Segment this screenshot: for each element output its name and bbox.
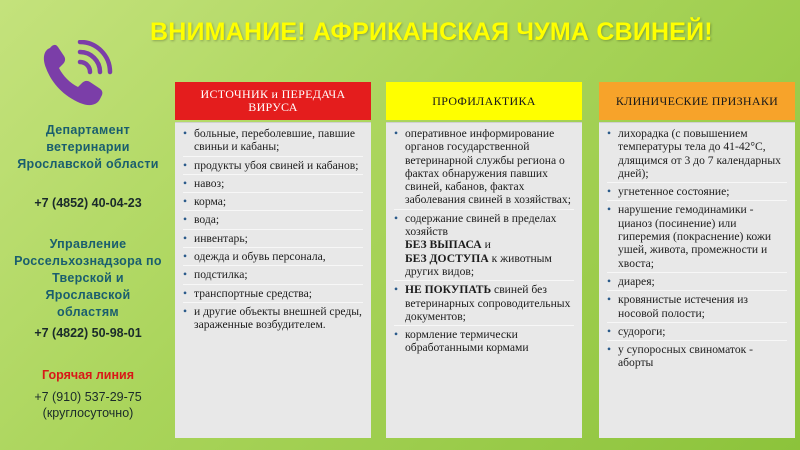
list-item-bold: БЕЗ ВЫПАСА <box>405 238 482 252</box>
phone-icon <box>40 40 115 110</box>
upr-phone: +7 (4822) 50-98-01 <box>34 326 142 340</box>
column-source-header: ИСТОЧНИК и ПЕРЕДАЧА ВИРУСА <box>175 82 371 120</box>
list-item: • навоз; <box>183 177 363 193</box>
list-item: • оперативное информирование органов государственной ветеринарной службы региона о фактах обнаружения павших свиней, кабанов, фактах заболевания свиней в хозяйствах; <box>394 127 574 210</box>
list-item: • угнетенное состояние; <box>607 185 787 201</box>
column-prevention-header: ПРОФИЛАКТИКА <box>386 82 582 120</box>
list-item-text: и <box>484 238 491 252</box>
list-item-bold: НЕ ПОКУПАТЬ <box>405 283 492 297</box>
list-item: • кровянистые истечения из носовой полости; <box>607 293 787 323</box>
upr-name: Управление Россельхознадзора по Тверской и Ярославской областям <box>14 237 162 319</box>
column-prevention <box>386 82 582 438</box>
hotline-label: Горячая линия <box>42 368 134 382</box>
column-symptoms <box>599 82 795 438</box>
list-item: • судороги; <box>607 325 787 341</box>
list-item: • вода; <box>183 213 363 229</box>
list-item: • подстилка; <box>183 268 363 284</box>
hotline-phone: +7 (910) 537-29-75 <box>34 390 142 404</box>
list-item: • и другие объекты внешней среды, зараженные возбудителем. <box>183 305 363 334</box>
list-item: • транспортные средства; <box>183 287 363 303</box>
list-item: • больные, переболевшие, павшие свиньи и кабаны; <box>183 127 363 157</box>
list-item: • кормление термически обработанными кормами <box>394 328 574 357</box>
list-item: • корма; <box>183 195 363 211</box>
dept-phone: +7 (4852) 40-04-23 <box>34 196 142 210</box>
column-symptoms-header: КЛИНИЧЕСКИЕ ПРИЗНАКИ <box>599 82 795 120</box>
column-symptoms-body <box>599 122 795 438</box>
list-item-text: свиней без ветеринарных сопроводительных документов; <box>405 283 571 323</box>
list-item <box>394 212 574 281</box>
column-source <box>175 82 371 438</box>
list-item: • диарея; <box>607 275 787 291</box>
page-title: ВНИМАНИЕ! АФРИКАНСКАЯ ЧУМА СВИНЕЙ! <box>150 18 713 46</box>
list-item <box>394 283 574 326</box>
list-item: • продукты убоя свиней и кабанов; <box>183 159 363 175</box>
list-item: • у супоросных свиноматок - аборты <box>607 343 787 372</box>
list-item: • лихорадка (с повышением температуры тела до 41-42°С, длящимся от 3 до 7 календарных дней); <box>607 127 787 183</box>
list-item: • нарушение гемодинамики - цианоз (посинение) или гиперемия (покраснение) кожи ушей, живота, промежности и хвоста; <box>607 203 787 272</box>
list-item-text: к животным других видов; <box>405 251 552 278</box>
list-item: • инвентарь; <box>183 232 363 248</box>
hotline-contact <box>14 389 162 421</box>
column-source-body <box>175 122 371 438</box>
dept-name: Департамент ветеринарии Ярославской области <box>17 123 159 171</box>
hotline-note: (круглосуточно) <box>42 406 134 420</box>
list-item-bold: БЕЗ ДОСТУПА <box>405 251 489 265</box>
list-item-text: содержание свиней в пределах хозяйств <box>405 211 557 239</box>
list-item: • одежда и обувь персонала, <box>183 250 363 266</box>
column-prevention-body <box>386 122 582 438</box>
